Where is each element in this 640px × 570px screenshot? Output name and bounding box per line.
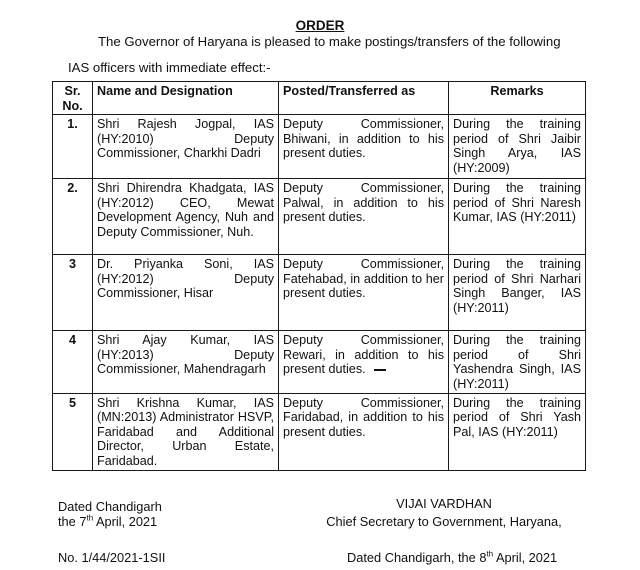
cell-sr: 4 <box>53 331 93 393</box>
pen-mark <box>374 369 386 371</box>
cell-posted <box>279 331 449 393</box>
endorsement-number: No. 1/44/2021-1SII <box>58 550 166 565</box>
signature-date-block <box>58 499 162 529</box>
signature-date-the: the 7 <box>58 514 87 529</box>
cell-posted-text: Deputy Commissioner, Rewari, in addition to his present duties. <box>283 333 444 377</box>
table-header-row <box>53 82 586 115</box>
cell-posted: Deputy Commissioner, Palwal, in addition to his present duties. <box>279 179 449 255</box>
col-header-remarks: Remarks <box>449 82 586 115</box>
signature-dated-place: Dated Chandigarh <box>58 499 162 514</box>
signature-date-rest: April, 2021 <box>93 514 158 529</box>
intro-line-1: The Governor of Haryana is pleased to make postings/transfers of the following <box>98 34 561 49</box>
cell-name: Shri Dhirendra Khadgata, IAS (HY:2012) CEO, Mewat Development Agency, Nuh and Deputy Commissioner, Nuh. <box>93 179 279 255</box>
cell-name: Shri Rajesh Jogpal, IAS (HY:2010) Deputy Commissioner, Charkhi Dadri <box>93 115 279 179</box>
endorsement-date-rest: April, 2021 <box>493 550 558 565</box>
table-row <box>53 179 586 255</box>
table-row <box>53 255 586 331</box>
col-header-sr-no: Sr. No. <box>53 82 93 115</box>
cell-name: Shri Krishna Kumar, IAS (MN:2013) Administrator HSVP, Faridabad and Additional Director, Urban Estate, Faridabad. <box>93 393 279 470</box>
table-row <box>53 331 586 393</box>
endorsement-date-prefix: Dated Chandigarh, the 8 <box>347 550 487 565</box>
cell-remarks: During the training period of Shri Jaibir Singh Arya, IAS (HY:2009) <box>449 115 586 179</box>
cell-posted: Deputy Commissioner, Faridabad, in addition to his present duties. <box>279 393 449 470</box>
table-row <box>53 115 586 179</box>
signatory-title: Chief Secretary to Government, Haryana, <box>326 514 562 529</box>
cell-remarks: During the training period of Shri Narhari Singh Banger, IAS (HY:2011) <box>449 255 586 331</box>
cell-name: Shri Ajay Kumar, IAS (HY:2013) Deputy Commissioner, Mahendragarh <box>93 331 279 393</box>
cell-sr: 5 <box>53 393 93 470</box>
col-header-name: Name and Designation <box>93 82 279 115</box>
col-header-posted: Posted/Transferred as <box>279 82 449 115</box>
signatory-block <box>318 495 570 531</box>
table-row <box>53 393 586 470</box>
cell-remarks: During the training period of Shri Naresh Kumar, IAS (HY:2011) <box>449 179 586 255</box>
cell-posted: Deputy Commissioner, Fatehabad, in addition to her present duties. <box>279 255 449 331</box>
signature-date <box>58 514 162 529</box>
endorsement-date <box>347 551 557 566</box>
cell-remarks: During the training period of Shri Yashendra Singh, IAS (HY:2011) <box>449 331 586 393</box>
cell-sr: 1. <box>53 115 93 179</box>
document-title: ORDER <box>295 18 345 33</box>
cell-sr: 2. <box>53 179 93 255</box>
cell-name: Dr. Priyanka Soni, IAS (HY:2012) Deputy Commissioner, Hisar <box>93 255 279 331</box>
signature-date-sup: th <box>86 513 94 523</box>
cell-posted: Deputy Commissioner, Bhiwani, in addition to his present duties. <box>279 115 449 179</box>
intro-line-2: IAS officers with immediate effect:- <box>68 60 271 75</box>
cell-sr: 3 <box>53 255 93 331</box>
cell-remarks: During the training period of Shri Yash Pal, IAS (HY:2011) <box>449 393 586 470</box>
postings-table <box>52 81 586 471</box>
endorsement-date-sup: th <box>486 549 494 559</box>
signatory-name: VIJAI VARDHAN <box>396 496 492 511</box>
